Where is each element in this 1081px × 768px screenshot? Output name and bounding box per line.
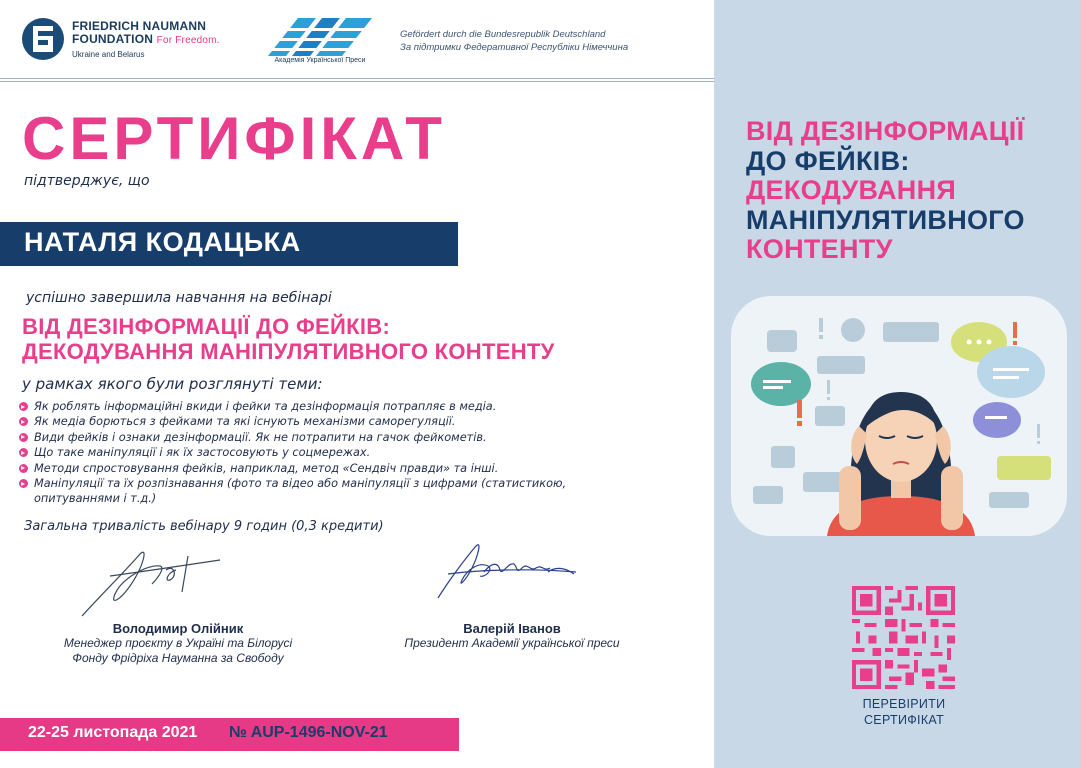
- stressed-woman-illustration-icon: [731, 296, 1067, 536]
- play-bullet-icon: [19, 479, 28, 488]
- verify-caption-line2: СЕРТИФІКАТ: [863, 713, 944, 727]
- panel-title-line: МАНІПУЛЯТИВНОГО: [746, 204, 1025, 235]
- play-bullet-icon: [19, 448, 28, 457]
- topics-intro: у рамках якого були розглянуті теми:: [22, 375, 323, 393]
- list-item: Види фейків і ознаки дезінформації. Як не потрапити на гачок фейкометів.: [18, 430, 608, 445]
- course-title-line1: ВІД ДЕЗІНФОРМАЦІЇ ДО ФЕЙКІВ:: [22, 314, 391, 339]
- topics-list: [18, 399, 608, 507]
- signer-name: Володимир Олійник: [112, 621, 244, 636]
- list-item: Що таке маніпуляції і як їх застосовують у соцмережах.: [18, 445, 608, 460]
- completion-statement: успішно завершила навчання на вебінарі: [26, 290, 332, 306]
- list-item: Маніпуляції та їх розпізнавання (фото та відео або маніпуляції з цифрами (статистикою, опитуваннями і т.д.): [18, 476, 608, 507]
- signer-1: [12, 621, 344, 666]
- header-divider: [0, 78, 714, 79]
- play-bullet-icon: [19, 402, 28, 411]
- recipient-name: НАТАЛЯ КОДАЦЬКА: [24, 227, 301, 257]
- verify-certificate-caption: [820, 696, 988, 728]
- funding-note-ua: За підтримки Федеративної Республіки Німеччина: [400, 42, 629, 53]
- certificate-title: СЕРТИФІКАТ: [22, 105, 446, 172]
- funding-note: [400, 28, 628, 54]
- header-divider: [0, 81, 714, 82]
- play-bullet-icon: [19, 417, 28, 426]
- panel-title-line: КОНТЕНТУ: [746, 234, 893, 264]
- play-bullet-icon: [19, 433, 28, 442]
- fnf-name-line2: FOUNDATION For Freedom.: [72, 32, 220, 46]
- fnf-logo-icon: [22, 18, 64, 60]
- list-item: Як роблять інформаційні вкиди і фейки та дезінформація потрапляє в медіа.: [18, 399, 608, 414]
- list-item: Методи спростовування фейків, наприклад, метод «Сендвіч правди» та інші.: [18, 461, 608, 476]
- certificate-number: № AUP-1496-NOV-21: [229, 724, 388, 741]
- signer-role: Президент Академії української преси: [404, 636, 620, 650]
- webinar-duration: Загальна тривалість вебінару 9 годин (0,3 кредити): [24, 519, 384, 534]
- fnf-region: Ukraine and Belarus: [72, 50, 145, 59]
- certificate-subtitle: підтверджує, що: [24, 173, 150, 189]
- play-bullet-icon: [19, 464, 28, 473]
- course-title: [22, 314, 555, 364]
- panel-title-line: ДЕКОДУВАННЯ: [746, 175, 957, 205]
- signature-2-icon: [418, 532, 588, 612]
- list-item: Як медіа борються з фейками та які існують механізми саморегуляції.: [18, 414, 608, 429]
- verify-caption-line1: ПЕРЕВІРИТИ: [862, 697, 946, 711]
- signer-name: Валерій Іванов: [463, 621, 561, 636]
- fnf-name-line1: FRIEDRICH NAUMANN: [72, 19, 207, 33]
- aup-caption: Академія Української Преси: [274, 57, 366, 64]
- funding-note-de: Gefördert durch die Bundesrepublik Deutschland: [400, 29, 606, 40]
- signer-role: Менеджер проєкту в Україні та Білорусі: [63, 636, 293, 650]
- signature-1-icon: [70, 536, 240, 626]
- panel-title-line: ДО ФЕЙКІВ:: [746, 145, 910, 176]
- panel-title: [746, 117, 1025, 265]
- webinar-dates: 22-25 листопада 2021: [28, 724, 198, 741]
- fnf-logo-text: [72, 20, 220, 59]
- signer-2: [360, 621, 664, 651]
- qr-code-icon: [852, 586, 955, 689]
- course-title-line2: ДЕКОДУВАННЯ МАНІПУЛЯТИВНОГО КОНТЕНТУ: [22, 339, 555, 364]
- panel-title-line: ВІД ДЕЗІНФОРМАЦІЇ: [746, 116, 1025, 146]
- fnf-tagline: For Freedom.: [156, 35, 220, 46]
- signer-role: Фонду Фрідріха Науманна за Свободу: [72, 651, 284, 665]
